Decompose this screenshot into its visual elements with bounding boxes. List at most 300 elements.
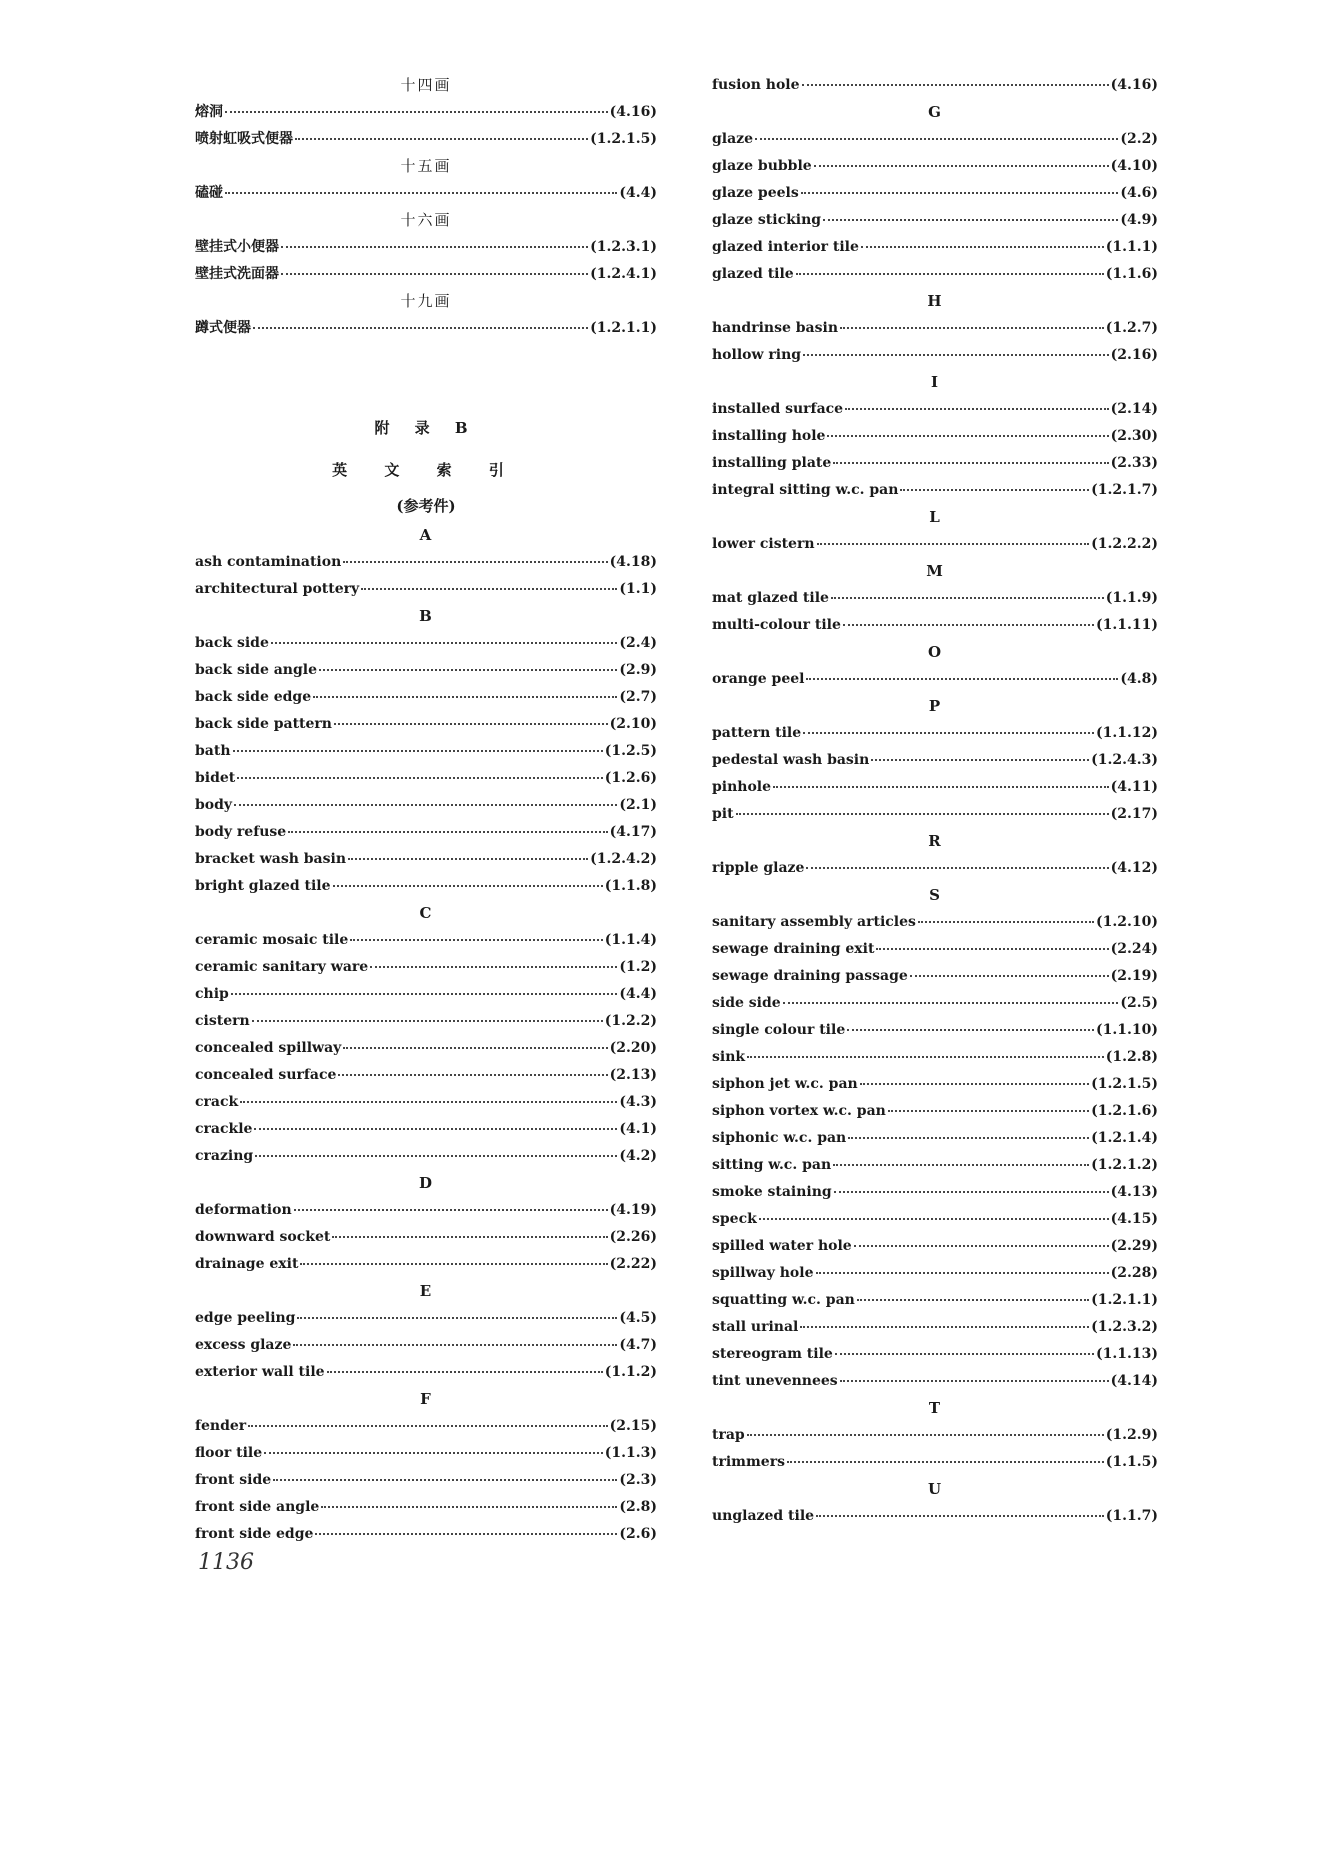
index-entry [195,954,657,981]
index-reference: (1.1.4) [604,932,657,948]
index-term: trimmers [712,1454,785,1470]
index-term: side side [712,995,781,1011]
index-term: fusion hole [712,77,800,93]
index-entry [712,1125,1158,1152]
leader-dots [796,273,1104,275]
index-term: excess glaze [195,1337,292,1353]
index-entry [712,1098,1158,1125]
index-reference: (1.2.1.1) [590,320,657,336]
appendix-note: (参考件) [396,497,456,515]
section-heading: H [927,292,943,310]
section-heading: G [928,103,942,121]
index-entry [195,99,657,126]
index-entry [195,576,657,603]
index-term: concealed spillway [195,1040,342,1056]
index-reference: (1.1) [619,581,657,597]
index-term: front side [195,1472,272,1488]
index-reference: (1.2.4.2) [590,851,657,867]
leader-dots [300,1263,607,1265]
index-reference: (4.15) [1110,1211,1158,1227]
index-entry [712,1233,1158,1260]
leader-dots [294,1209,608,1211]
index-entry [195,1089,657,1116]
index-entry [712,342,1158,369]
leader-dots [861,246,1104,248]
leader-dots [334,723,608,725]
index-term: installing hole [712,428,826,444]
page-number: 1136 [198,1550,254,1575]
index-term: siphon jet w.c. pan [712,1076,858,1092]
leader-dots [833,1164,1089,1166]
index-entry [195,792,657,819]
index-term: single colour tile [712,1022,846,1038]
leader-dots [783,1002,1119,1004]
leader-dots [315,1533,617,1535]
index-term: crackle [195,1121,253,1137]
index-entry [195,927,657,954]
leader-dots [253,327,588,329]
index-reference: (2.8) [619,1499,657,1515]
index-term: pattern tile [712,725,802,741]
index-entry [195,846,657,873]
section-heading: 十四画 [400,76,452,94]
index-entry [712,963,1158,990]
leader-dots [833,462,1108,464]
section-heading: 十六画 [400,211,452,229]
index-reference: (1.2.4.1) [590,266,657,282]
index-entry [195,711,657,738]
index-term: orange peel [712,671,805,687]
leader-dots [827,435,1108,437]
index-term: squatting w.c. pan [712,1292,855,1308]
index-term: bidet [195,770,236,786]
leader-dots [801,192,1119,194]
index-reference: (1.1.12) [1096,725,1158,741]
index-term: 喷射虹吸式便器 [195,131,293,147]
index-term: back side [195,635,269,651]
index-reference: (2.33) [1110,455,1158,471]
index-entry [195,126,657,153]
index-term: bracket wash basin [195,851,347,867]
index-reference: (1.1.5) [1105,1454,1158,1470]
leader-dots [834,1191,1109,1193]
leader-dots [327,1371,603,1373]
left-column [195,72,657,1548]
leader-dots [237,777,602,779]
index-term: 壁挂式小便器 [195,239,279,255]
index-term: deformation [195,1202,292,1218]
index-term: ceramic mosaic tile [195,932,349,948]
leader-dots [817,543,1090,545]
index-entry [712,585,1158,612]
index-term: front side angle [195,1499,320,1515]
leader-dots [343,561,607,563]
index-entry [712,720,1158,747]
leader-dots [297,1317,617,1319]
leader-dots [840,1380,1109,1382]
index-reference: (2.13) [609,1067,657,1083]
index-entry [712,72,1158,99]
index-term: glaze [712,131,754,147]
index-entry [195,315,657,342]
appendix-subtitle: 英 文 索 引 [332,461,520,479]
index-entry [195,819,657,846]
index-entry [712,153,1158,180]
index-reference: (1.2.9) [1105,1427,1158,1443]
leader-dots [271,642,618,644]
index-entry [195,765,657,792]
leader-dots [343,1047,607,1049]
index-term: pit [712,806,734,822]
index-entry [195,1305,657,1332]
index-term: speck [712,1211,757,1227]
section-heading: 十五画 [400,157,452,175]
leader-dots [800,1326,1089,1328]
index-term: front side edge [195,1526,314,1542]
index-term: siphon vortex w.c. pan [712,1103,886,1119]
index-entry [712,126,1158,153]
leader-dots [295,138,588,140]
index-entry [195,873,657,900]
index-reference: (2.7) [619,689,657,705]
index-reference: (1.2.6) [604,770,657,786]
index-entry [712,1314,1158,1341]
index-reference: (2.1) [619,797,657,813]
index-entry [712,801,1158,828]
leader-dots [264,1452,603,1454]
leader-dots [854,1245,1109,1247]
index-term: exterior wall tile [195,1364,325,1380]
section-heading: A [419,526,433,544]
leader-dots [254,1128,617,1130]
index-term: downward socket [195,1229,331,1245]
index-reference: (4.3) [619,1094,657,1110]
index-entry [712,531,1158,558]
leader-dots [787,1461,1104,1463]
index-reference: (1.1.1) [1105,239,1158,255]
leader-dots [843,624,1094,626]
index-reference: (2.19) [1110,968,1158,984]
leader-dots [370,966,617,968]
index-reference: (1.2.2.2) [1091,536,1158,552]
index-reference: (1.1.7) [1105,1508,1158,1524]
section-heading: O [927,643,943,661]
section-heading: R [928,832,942,850]
index-entry [195,1494,657,1521]
leader-dots [847,1029,1094,1031]
leader-dots [273,1479,617,1481]
index-entry [195,1413,657,1440]
index-reference: (4.11) [1110,779,1158,795]
index-term: floor tile [195,1445,263,1461]
index-reference: (4.4) [619,986,657,1002]
index-entry [195,1332,657,1359]
index-entry [712,1152,1158,1179]
chinese-stroke-index [195,72,657,342]
index-entry [195,1224,657,1251]
index-reference: (4.13) [1110,1184,1158,1200]
index-entry [195,1116,657,1143]
index-reference: (4.18) [609,554,657,570]
index-term: stall urinal [712,1319,799,1335]
leader-dots [348,858,588,860]
index-reference: (4.14) [1110,1373,1158,1389]
index-entry [712,1368,1158,1395]
index-reference: (1.2) [619,959,657,975]
index-entry [195,1062,657,1089]
index-reference: (2.29) [1110,1238,1158,1254]
leader-dots [755,138,1118,140]
index-reference: (1.1.3) [604,1445,657,1461]
index-reference: (1.2.1.4) [1091,1130,1158,1146]
leader-dots [281,246,588,248]
index-reference: (1.2.3.1) [590,239,657,255]
leader-dots [835,1353,1094,1355]
index-reference: (2.2) [1120,131,1158,147]
index-entry [712,1287,1158,1314]
leader-dots [840,327,1104,329]
index-term: bath [195,743,231,759]
leader-dots [806,867,1108,869]
leader-dots [281,273,588,275]
index-reference: (2.22) [609,1256,657,1272]
leader-dots [816,1515,1104,1517]
index-entry [195,1440,657,1467]
index-reference: (2.20) [609,1040,657,1056]
index-entry [195,1035,657,1062]
section-heading: B [419,607,433,625]
index-reference: (2.17) [1110,806,1158,822]
index-entry [712,1071,1158,1098]
index-term: edge peeling [195,1310,296,1326]
leader-dots [773,786,1109,788]
leader-dots [338,1074,607,1076]
leader-dots [918,921,1094,923]
index-reference: (2.3) [619,1472,657,1488]
index-reference: (4.12) [1110,860,1158,876]
leader-dots [313,696,617,698]
index-entry [712,261,1158,288]
leader-dots [231,993,618,995]
index-reference: (4.9) [1120,212,1158,228]
index-term: sewage draining exit [712,941,875,957]
section-heading: U [927,1480,943,1498]
index-entry [712,1503,1158,1530]
index-term: installing plate [712,455,832,471]
index-term: fender [195,1418,247,1434]
index-term: pedestal wash basin [712,752,870,768]
leader-dots [234,804,617,806]
index-reference: (1.1.8) [604,878,657,894]
index-term: 壁挂式洗面器 [195,266,279,282]
index-term: cistern [195,1013,250,1029]
index-term: architectural pottery [195,581,360,597]
index-term: sanitary assembly articles [712,914,916,930]
appendix-title: 附 录 B [374,419,478,437]
index-reference: (1.1.6) [1105,266,1158,282]
index-reference: (2.9) [619,662,657,678]
index-term: mat glazed tile [712,590,829,606]
index-entry [712,423,1158,450]
index-entry [712,990,1158,1017]
index-entry [712,1449,1158,1476]
index-reference: (1.2.10) [1096,914,1158,930]
leader-dots [225,192,617,194]
leader-dots [848,1137,1089,1139]
index-term: body [195,797,233,813]
english-index-right [712,72,1158,1530]
section-heading: I [930,373,940,391]
index-reference: (4.16) [1110,77,1158,93]
index-entry [195,1521,657,1548]
index-entry [195,261,657,288]
section-heading: T [928,1399,942,1417]
leader-dots [736,813,1109,815]
index-entry [712,909,1158,936]
section-heading: E [419,1282,433,1300]
leader-dots [248,1425,607,1427]
index-entry [195,1143,657,1170]
leader-dots [803,354,1109,356]
leader-dots [857,1299,1089,1301]
leader-dots [332,1236,607,1238]
index-reference: (1.2.7) [1105,320,1158,336]
leader-dots [288,831,607,833]
index-term: ceramic sanitary ware [195,959,369,975]
section-heading: D [418,1174,433,1192]
leader-dots [252,1020,603,1022]
index-term: glazed tile [712,266,794,282]
index-term: integral sitting w.c. pan [712,482,899,498]
leader-dots [240,1101,617,1103]
index-entry [712,1179,1158,1206]
leader-dots [803,732,1094,734]
index-reference: (1.2.1.6) [1091,1103,1158,1119]
section-heading: M [926,562,944,580]
section-heading: P [928,697,942,715]
index-reference: (4.1) [619,1121,657,1137]
index-term: sewage draining passage [712,968,908,984]
leader-dots [333,885,603,887]
leader-dots [910,975,1109,977]
index-entry [712,774,1158,801]
index-term: back side pattern [195,716,332,732]
index-reference: (2.5) [1120,995,1158,1011]
right-column [712,72,1158,1530]
index-term: chip [195,986,229,1002]
index-entry [195,1467,657,1494]
index-term: ripple glaze [712,860,805,876]
index-reference: (2.4) [619,635,657,651]
index-term: sink [712,1049,746,1065]
index-term: back side angle [195,662,317,678]
leader-dots [747,1434,1104,1436]
leader-dots [876,948,1108,950]
leader-dots [900,489,1089,491]
index-term: sitting w.c. pan [712,1157,832,1173]
index-reference: (4.5) [619,1310,657,1326]
index-entry [712,1260,1158,1287]
index-term: hollow ring [712,347,802,363]
index-reference: (4.17) [609,824,657,840]
index-reference: (1.1.2) [604,1364,657,1380]
index-term: spilled water hole [712,1238,852,1254]
index-reference: (4.19) [609,1202,657,1218]
index-entry [195,1359,657,1386]
index-term: body refuse [195,824,287,840]
index-term: 磕碰 [195,185,223,201]
leader-dots [747,1056,1104,1058]
section-heading: L [929,508,941,526]
index-term: 蹲式便器 [195,320,251,336]
leader-dots [888,1110,1089,1112]
leader-dots [255,1155,617,1157]
index-entry [195,684,657,711]
index-term: multi-colour tile [712,617,841,633]
index-entry [195,630,657,657]
index-term: pinhole [712,779,772,795]
index-term: tint unevennees [712,1373,838,1389]
section-heading: S [929,886,941,904]
index-reference: (2.6) [619,1526,657,1542]
index-reference: (4.16) [609,104,657,120]
leader-dots [806,678,1118,680]
leader-dots [816,1272,1109,1274]
index-reference: (2.24) [1110,941,1158,957]
leader-dots [860,1083,1089,1085]
index-entry [195,1197,657,1224]
index-reference: (1.2.1.5) [1091,1076,1158,1092]
index-entry [712,477,1158,504]
index-entry [712,315,1158,342]
index-reference: (1.2.2) [604,1013,657,1029]
index-reference: (1.2.8) [1105,1049,1158,1065]
index-entry [712,1422,1158,1449]
index-term: glaze peels [712,185,799,201]
index-reference: (2.16) [1110,347,1158,363]
index-term: stereogram tile [712,1346,833,1362]
index-reference: (4.6) [1120,185,1158,201]
index-term: glazed interior tile [712,239,859,255]
index-entry [195,981,657,1008]
index-reference: (2.30) [1110,428,1158,444]
index-reference: (2.26) [609,1229,657,1245]
index-entry [195,657,657,684]
index-entry [712,450,1158,477]
section-heading: C [419,904,433,922]
index-reference: (2.14) [1110,401,1158,417]
leader-dots [321,1506,617,1508]
index-term: smoke staining [712,1184,832,1200]
index-entry [712,747,1158,774]
index-term: glaze bubble [712,158,812,174]
index-entry [712,666,1158,693]
index-term: trap [712,1427,745,1443]
leader-dots [319,669,617,671]
index-entry [712,1341,1158,1368]
index-term: spillway hole [712,1265,814,1281]
index-term: 熔洞 [195,104,223,120]
index-reference: (1.1.9) [1105,590,1158,606]
leader-dots [293,1344,617,1346]
index-entry [712,1206,1158,1233]
index-reference: (1.2.3.2) [1091,1319,1158,1335]
leader-dots [831,597,1104,599]
index-term: drainage exit [195,1256,299,1272]
index-entry [195,180,657,207]
leader-dots [350,939,603,941]
index-term: ash contamination [195,554,342,570]
